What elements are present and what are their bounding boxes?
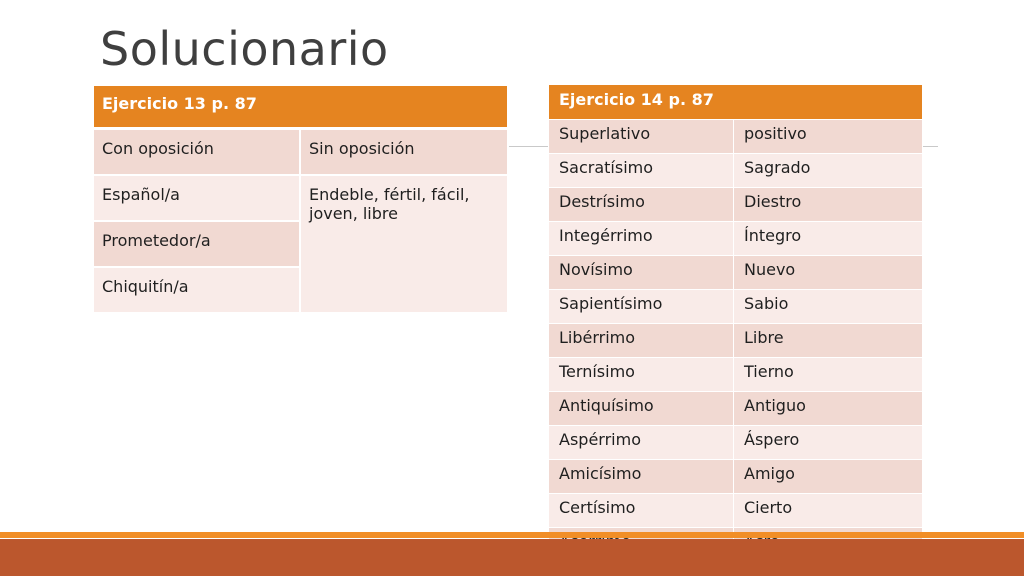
- table-cell: Ternísimo: [549, 358, 734, 392]
- col-header-sin-oposicion: Sin oposición: [300, 129, 508, 176]
- table-cell: Sapientísimo: [549, 290, 734, 324]
- table-row: [93, 175, 508, 221]
- table-cell: Sacratísimo: [549, 154, 734, 188]
- table-row: [549, 188, 923, 222]
- exercise-14-table: [548, 84, 923, 562]
- exercise-13-header: Ejercicio 13 p. 87: [93, 85, 508, 129]
- col-header-con-oposicion: Con oposición: [93, 129, 300, 176]
- footer-accent-bar: [0, 532, 1024, 538]
- table-row: [549, 392, 923, 426]
- table-row: [549, 222, 923, 256]
- table-row: [549, 494, 923, 528]
- table-cell: Novísimo: [549, 256, 734, 290]
- table-cell: Antiquísimo: [549, 392, 734, 426]
- table-cell: Sabio: [734, 290, 923, 324]
- table-cell: Certísimo: [549, 494, 734, 528]
- table-row: [549, 154, 923, 188]
- table-row: [549, 324, 923, 358]
- table-cell: Amicísimo: [549, 460, 734, 494]
- table-cell: Español/a: [93, 175, 300, 221]
- table-cell: Aspérrimo: [549, 426, 734, 460]
- table-cell: Nuevo: [734, 256, 923, 290]
- table-cell: Tierno: [734, 358, 923, 392]
- table-row: [549, 120, 923, 154]
- table-row: [549, 290, 923, 324]
- table-row: [549, 358, 923, 392]
- table-cell: Destrísimo: [549, 188, 734, 222]
- table-row: [549, 256, 923, 290]
- table-cell: Libérrimo: [549, 324, 734, 358]
- table-cell: Antiguo: [734, 392, 923, 426]
- table-cell: Diestro: [734, 188, 923, 222]
- slide-title: Solucionario: [100, 22, 389, 76]
- table-cell: Áspero: [734, 426, 923, 460]
- footer-bar: [0, 539, 1024, 576]
- table-cell: Chiquitín/a: [93, 267, 300, 313]
- table-cell: Sagrado: [734, 154, 923, 188]
- table-row: [549, 460, 923, 494]
- table-cell: Integérrimo: [549, 222, 734, 256]
- table-cell: Superlativo: [549, 120, 734, 154]
- table-cell: Prometedor/a: [93, 221, 300, 267]
- table-cell: positivo: [734, 120, 923, 154]
- exercise-14-body: [549, 120, 923, 562]
- table-cell: Íntegro: [734, 222, 923, 256]
- sin-oposicion-cell: Endeble, fértil, fácil, joven, libre: [300, 175, 508, 313]
- table-cell: Amigo: [734, 460, 923, 494]
- table-cell: Cierto: [734, 494, 923, 528]
- exercise-14-header: Ejercicio 14 p. 87: [549, 85, 923, 120]
- exercise-13-table: [92, 84, 509, 314]
- table-row: [549, 426, 923, 460]
- table-cell: Libre: [734, 324, 923, 358]
- table-row: [93, 129, 508, 176]
